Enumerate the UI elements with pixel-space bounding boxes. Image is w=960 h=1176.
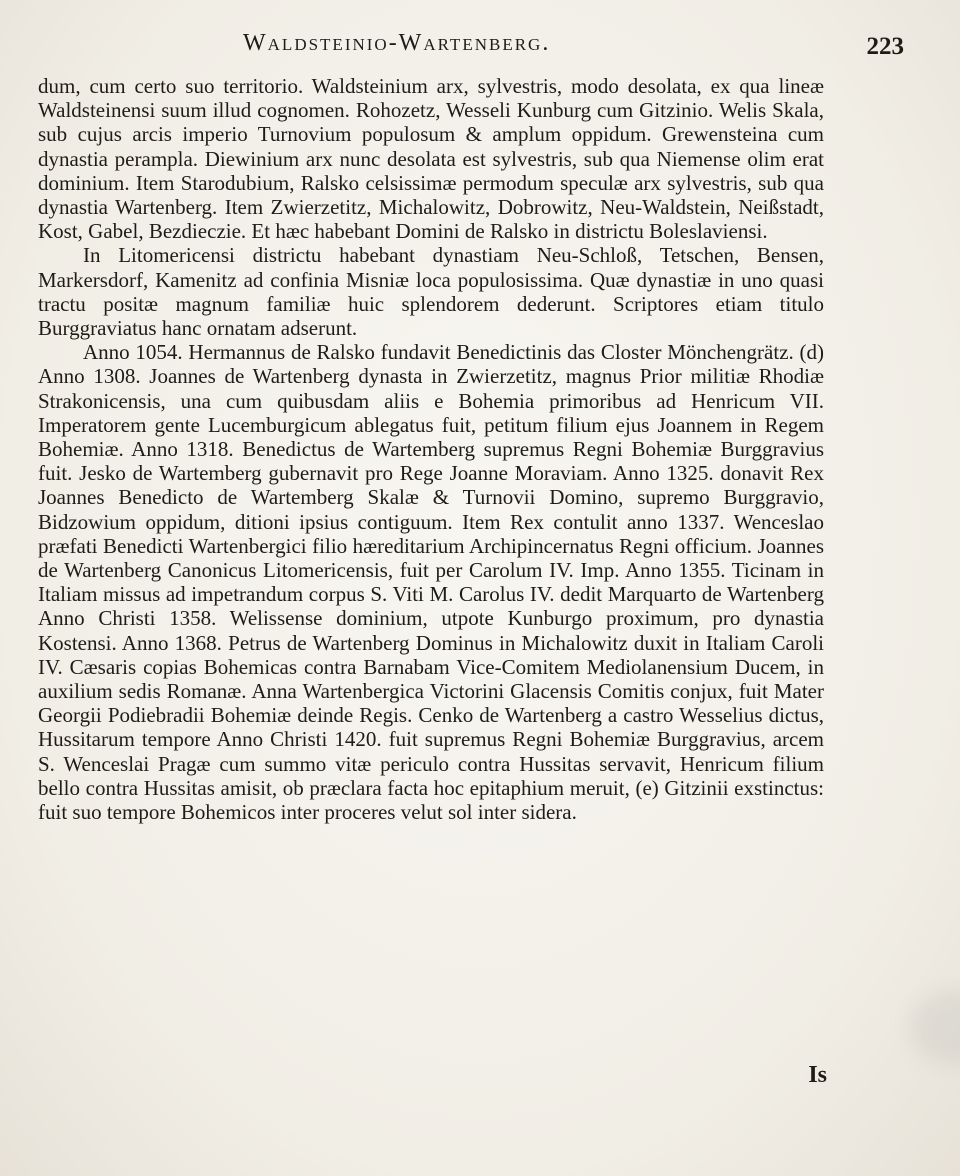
catchword: Is	[808, 1062, 827, 1088]
page-number: 223	[866, 33, 904, 60]
main-text	[38, 74, 824, 824]
paragraph-3: Anno 1054. Hermannus de Ralsko fundavit Benedictinis das Closter Mönchengrätz. (d) Anno 1308. Joannes de Wartenberg dynasta in Zwierzetitz, magnus Prior militiæ Rhodiæ Strakonicensis, una cum quibusdam aliis e Bohemia primoribus ad Henricum VII. Imperatorem gente Lucemburgicum ablegatus fuit, petitum filium ejus Joannem in Regem Bohemiæ. Anno 1318. Benedictus de Wartemberg supremus Regni Bohemiæ Burggravius fuit. Jesko de Wartemberg gubernavit pro Rege Joanne Moraviam. Anno 1325. donavit Rex Joannes Benedicto de Wartemberg Skalæ & Turnovii Domino, supremo Burggravio, Bidzowium oppidum, ditioni ipsius contiguum. Item Rex contulit anno 1337. Wenceslao præfati Benedicti Wartenbergici filio hæreditarium Archipincernatus Regni officium. Joannes de Wartenberg Canonicus Litomericensis, fuit per Carolum IV. Imp. Anno 1355. Ticinam in Italiam missus ad impetrandum corpus S. Viti M. Carolus IV. dedit Marquarto de Wartenberg Anno Christi 1358. Welissense dominium, utpote Kunburgo proximum, pro dynastia Kostensi. Anno 1368. Petrus de Wartenberg Dominus in Michalowitz duxit in Italiam Caroli IV. Cæsaris copias Bohemicas contra Barnabam Vice-Comitem Mediolanensium Ducem, in auxilium sedis Romanæ. Anna Wartenbergica Victorini Glacensis Comitis conjux, fuit Mater Georgii Podiebradii Bohemiæ deinde Regis. Cenko de Wartenberg a castro Wesselius dictus, Hussitarum tempore Anno Christi 1420. fuit supremus Regni Bohemiæ Burggravius, arcem S. Wenceslai Pragæ cum summo vitæ periculo contra Hussitas servavit, Henricum filium bello contra Hussitas amisit, ob præclara facta hoc epitaphium meruit, (e) Gitzinii exstinctus: fuit suo tempore Bohemicos inter proceres velut sol inter sidera.	[38, 340, 824, 825]
paragraph-2: In Litomericensi districtu habebant dynastiam Neu-Schloß, Tetschen, Bensen, Markersdorf, Kamenitz ad confinia Misniæ loca populosissima. Quæ dynastiæ in uno quasi tractu positæ magnum familiæ huic splendorem dederunt. Scriptores etiam titulo Burggraviatus hanc ornatam adserunt.	[38, 243, 824, 341]
page-shadow	[910, 990, 960, 1065]
running-title: Waldsteinio-Wartenberg.	[243, 30, 551, 56]
paragraph-1: dum, cum certo suo territorio. Waldsteinium arx, sylvestris, modo desolata, ex qua lineæ Waldsteinensi suum illud cognomen. Rohozetz, Wesseli Kunburg cum Gitzinio. Welis Skala, sub cujus arcis imperio Turnovium populosum & amplum oppidum. Grewensteina cum dynastia perampla. Diewinium arx nunc desolata est sylvestris, sub qua Niemense olim erat dominium. Item Starodubium, Ralsko celsissimæ permodum speculæ arx sylvestris, sub qua dynastia Wartenberg. Item Zwierzetitz, Michalowitz, Dobrowitz, Neu-Waldstein, Neißstadt, Kost, Gabel, Bezdieczie. Et hæc habebant Domini de Ralsko in districtu Boleslaviensi.	[38, 74, 824, 244]
running-head	[38, 30, 904, 60]
